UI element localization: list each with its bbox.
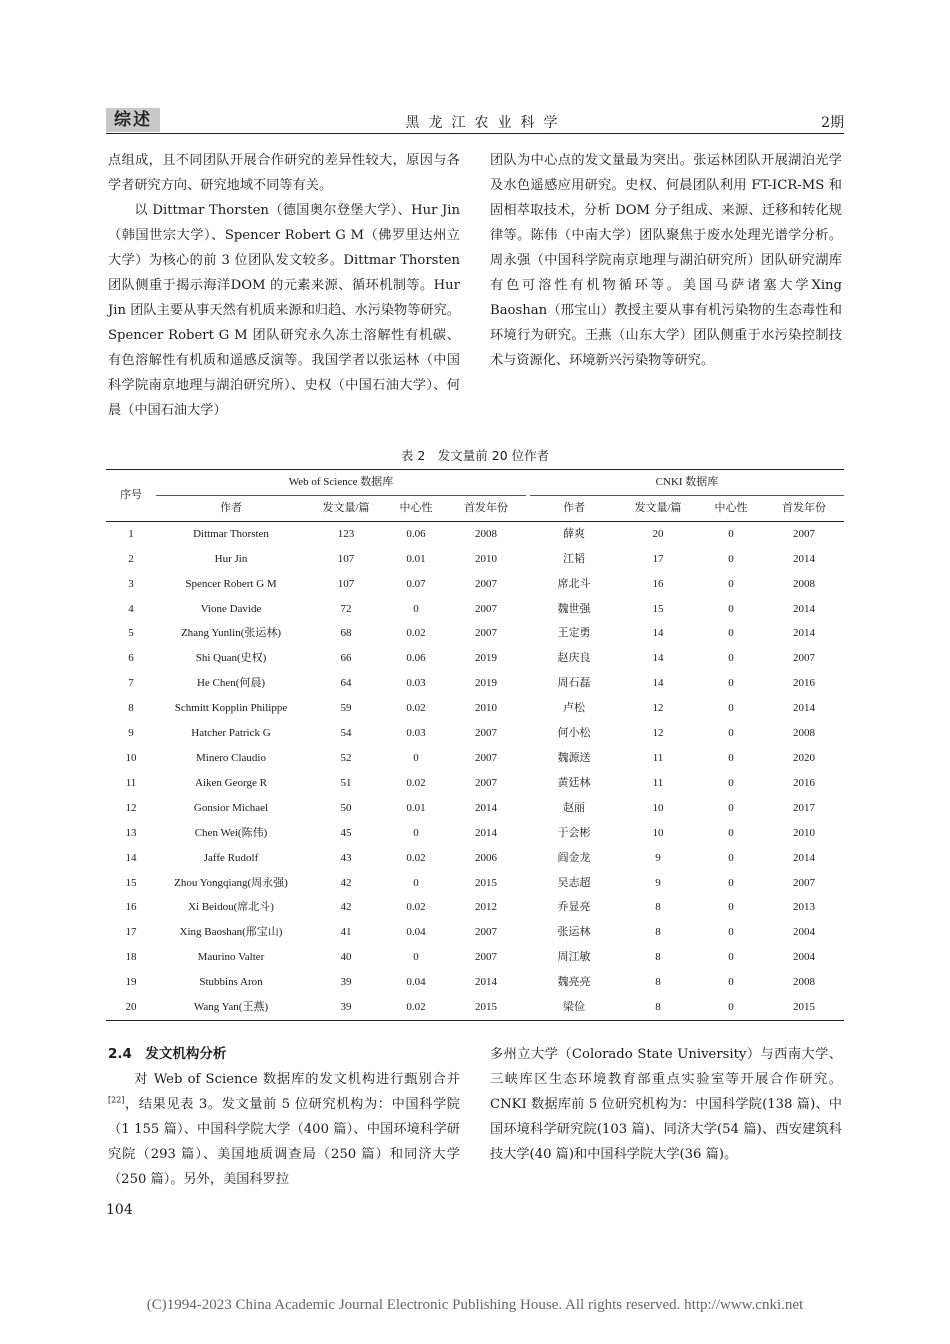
cnki-year-cell: 2016: [793, 776, 815, 789]
wos-author-cell: Spencer Robert G M: [185, 577, 277, 590]
wos-centrality-cell: 0: [413, 751, 419, 764]
row-index-cell: 13: [125, 826, 137, 839]
row-index-cell: 11: [125, 776, 137, 789]
wos-author-cell: Vione Davide: [200, 602, 262, 615]
wos-centrality-cell: 0.02: [406, 1001, 426, 1014]
wos-group-header: Web of Science 数据库: [156, 470, 526, 496]
wos-centrality-cell: 0.02: [406, 851, 426, 864]
wos-author-cell: Xing Baoshan(邢宝山): [179, 926, 283, 939]
cnki-year-cell: 2016: [793, 677, 815, 690]
cnki-author-cell: 江韬: [563, 552, 585, 565]
cnki-author-cell: 黄廷林: [557, 776, 591, 789]
table-row: [106, 846, 844, 871]
cnki-count-cell: 8: [655, 901, 661, 914]
wos-count-cell: 107: [337, 552, 355, 565]
wos-year-cell: 2007: [475, 776, 497, 789]
cnki-year-cell: 2008: [793, 577, 815, 590]
row-index-cell: 6: [128, 652, 134, 665]
cnki-centrality-cell: 0: [728, 876, 734, 889]
paragraph: [108, 1067, 460, 1192]
cnki-centrality-cell: 0: [728, 976, 734, 989]
wos-count-cell: 59: [340, 702, 352, 715]
cnki-count-cell: 8: [655, 1001, 661, 1014]
wos-year-cell: 2014: [475, 976, 497, 989]
cnki-year-cell: 2008: [793, 976, 815, 989]
cnki-count-cell: 10: [652, 801, 664, 814]
row-index-cell: 19: [125, 976, 137, 989]
wos-author-cell: Shi Quan(史权): [195, 652, 267, 665]
wos-centrality-cell: 0: [413, 602, 419, 615]
wos-author-cell: Schmitt Kopplin Philippe: [174, 702, 288, 715]
cnki-count-cell: 12: [652, 702, 664, 715]
wos-author-cell: Dittmar Thorsten: [193, 527, 269, 540]
section-tag: 综述: [106, 108, 160, 132]
wos-count-cell: 43: [340, 851, 352, 864]
cnki-author-cell: 席北斗: [557, 577, 591, 590]
cnki-count-cell: 14: [652, 652, 664, 665]
cnki-centrality-cell: 0: [728, 577, 734, 590]
row-index-cell: 17: [125, 926, 137, 939]
wos-centrality-cell: 0.02: [406, 702, 426, 715]
cnki-year-header: 首发年份: [782, 501, 826, 514]
wos-count-cell: 45: [340, 826, 352, 839]
cnki-year-cell: 2014: [793, 602, 815, 615]
cnki-count-cell: 11: [652, 751, 664, 764]
wos-year-cell: 2012: [475, 901, 497, 914]
wos-centrality-cell: 0.02: [406, 627, 426, 640]
cnki-author-cell: 赵庆良: [557, 652, 591, 665]
cnki-centrality-cell: 0: [728, 527, 734, 540]
cnki-year-cell: 2004: [793, 926, 815, 939]
left-column-top: [108, 148, 460, 423]
cnki-count-header: 发文量/篇: [634, 501, 682, 514]
table-row: [106, 796, 844, 821]
cnki-centrality-cell: 0: [728, 901, 734, 914]
cnki-centrality-cell: 0: [728, 751, 734, 764]
cnki-year-cell: 2017: [793, 801, 815, 814]
wos-year-cell: 2010: [475, 702, 497, 715]
wos-centrality-cell: 0: [413, 951, 419, 964]
wos-centrality-cell: 0.02: [406, 901, 426, 914]
wos-centrality-cell: 0.03: [406, 727, 426, 740]
wos-centrality-header: 中心性: [399, 501, 433, 514]
cnki-year-cell: 2007: [793, 652, 815, 665]
cnki-author-cell: 王定勇: [557, 627, 591, 640]
table-row: [106, 621, 844, 646]
wos-centrality-cell: 0.02: [406, 776, 426, 789]
cnki-centrality-cell: 0: [728, 702, 734, 715]
wos-author-cell: Hatcher Patrick G: [191, 727, 271, 740]
paragraph-text: 对 Web of Science 数据库的发文机构进行甄别合并: [134, 1072, 460, 1087]
wos-author-cell: Xi Beidou(席北斗): [188, 901, 274, 914]
wos-centrality-cell: 0.01: [406, 801, 426, 814]
cnki-author-cell: 周石磊: [557, 677, 591, 690]
row-index-cell: 4: [128, 602, 134, 615]
wos-count-cell: 52: [340, 751, 352, 764]
wos-year-cell: 2019: [475, 677, 497, 690]
col-index-header: 序号: [106, 470, 156, 522]
cnki-author-cell: 何小松: [557, 727, 591, 740]
table-row: [106, 597, 844, 622]
cnki-author-cell: 魏亮亮: [557, 976, 591, 989]
cnki-author-cell: 吴志超: [557, 876, 591, 889]
right-column-bottom: [490, 1042, 842, 1167]
wos-author-cell: Hur Jin: [214, 552, 248, 565]
wos-author-cell: Jaffe Rudolf: [203, 851, 259, 864]
table-row: [106, 895, 844, 920]
wos-year-cell: 2014: [475, 826, 497, 839]
table-caption: 表 2 发文量前 20 位作者: [400, 448, 550, 463]
row-index-cell: 7: [128, 677, 134, 690]
cnki-count-cell: 9: [655, 876, 661, 889]
table-row: [106, 970, 844, 995]
cnki-author-cell: 周江敏: [557, 951, 591, 964]
running-header: [106, 108, 844, 132]
cnki-centrality-cell: 0: [728, 652, 734, 665]
wos-count-cell: 54: [340, 727, 352, 740]
citation-ref: [22]: [108, 1095, 125, 1105]
cnki-centrality-cell: 0: [728, 951, 734, 964]
cnki-group-header: CNKI 数据库: [530, 470, 844, 496]
wos-count-cell: 66: [340, 652, 352, 665]
wos-author-header: 作者: [220, 501, 242, 514]
paragraph: 团队为中心点的发文量最为突出。张运林团队开展湖泊光学及水色遥感应用研究。史权、何晨团队利用 FT-ICR-MS 和固相萃取技术，分析 DOM 分子组成、来源、迁移和转化规律等。陈伟（中南大学）团队聚焦于废水处理光谱学分析。周永强（中国科学院南京地理与湖泊研究所）团队研究湖库有色可溶性有机物循环等。美国马萨诸塞大学Xing Baoshan（邢宝山）教授主要从事有机污染物的生态毒性和环境行为研究。王燕（山东大学）团队侧重于水污染控制技术与资源化、环境新兴污染物等研究。: [490, 153, 842, 368]
header-rule: [106, 133, 844, 134]
cnki-count-cell: 15: [652, 602, 664, 615]
row-index-cell: 12: [125, 801, 137, 814]
wos-year-cell: 2015: [475, 876, 497, 889]
cnki-count-cell: 11: [652, 776, 664, 789]
cnki-author-cell: 薛爽: [563, 527, 585, 540]
wos-author-cell: Minero Claudio: [196, 751, 266, 764]
cnki-author-header: 作者: [563, 501, 585, 514]
cnki-count-cell: 14: [652, 677, 664, 690]
wos-count-cell: 50: [340, 801, 352, 814]
cnki-author-cell: 阎金龙: [557, 851, 591, 864]
row-index-cell: 3: [128, 577, 134, 590]
wos-author-cell: Chen Wei(陈伟): [194, 826, 268, 839]
cnki-centrality-header: 中心性: [714, 501, 748, 514]
table-row: [106, 920, 844, 945]
cnki-author-cell: 乔显亮: [557, 901, 591, 914]
wos-author-cell: Aiken George R: [195, 776, 267, 789]
cnki-count-cell: 9: [655, 851, 661, 864]
paragraph-text: ，结果见表 3。发文量前 5 位研究机构为：中国科学院（1 155 篇）、中国科学院大学（400 篇）、中国环境科学研究院（293 篇）、美国地质调查局（250 篇）和同济大学（250 篇）。另外，美国科罗拉: [108, 1097, 460, 1187]
row-index-cell: 20: [125, 1001, 137, 1014]
wos-centrality-cell: 0.07: [406, 577, 426, 590]
cnki-centrality-cell: 0: [728, 851, 734, 864]
wos-year-cell: 2007: [475, 751, 497, 764]
table-row: [106, 646, 844, 671]
cnki-author-cell: 梁俭: [563, 1001, 585, 1014]
paragraph: 点组成，且不同团队开展合作研究的差异性较大，原因与各学者研究方向、研究地域不同等有关。: [108, 153, 460, 193]
table-row: [106, 945, 844, 970]
cnki-centrality-cell: 0: [728, 627, 734, 640]
cnki-count-cell: 14: [652, 627, 664, 640]
wos-author-cell: Zhang Yunlin(张运林): [180, 627, 282, 640]
cnki-year-cell: 2008: [793, 727, 815, 740]
wos-count-cell: 123: [337, 527, 355, 540]
table-row: [106, 871, 844, 896]
wos-year-cell: 2007: [475, 602, 497, 615]
wos-centrality-cell: 0.06: [406, 652, 426, 665]
wos-count-cell: 39: [340, 976, 352, 989]
cnki-year-cell: 2014: [793, 851, 815, 864]
wos-count-cell: 42: [340, 876, 352, 889]
row-index-cell: 14: [125, 851, 137, 864]
cnki-author-cell: 魏源送: [557, 751, 591, 764]
table-row: [106, 671, 844, 696]
wos-year-cell: 2007: [475, 627, 497, 640]
cnki-centrality-cell: 0: [728, 1001, 734, 1014]
wos-count-cell: 51: [340, 776, 352, 789]
wos-year-cell: 2007: [475, 577, 497, 590]
wos-centrality-cell: 0.03: [406, 677, 426, 690]
left-column-bottom: [108, 1042, 460, 1192]
cnki-count-cell: 20: [652, 527, 664, 540]
cnki-year-cell: 2014: [793, 552, 815, 565]
row-index-cell: 1: [128, 527, 134, 540]
wos-author-cell: Stubbins Aron: [199, 976, 263, 989]
cnki-count-cell: 10: [652, 826, 664, 839]
table-row: [106, 771, 844, 796]
table-row: [106, 521, 844, 546]
copyright-footer: (C)1994-2023 China Academic Journal Electronic Publishing House. All rights reserved. http://www.cnki.net: [146, 1297, 804, 1313]
cnki-author-cell: 卢松: [563, 702, 585, 715]
wos-year-cell: 2006: [475, 851, 497, 864]
cnki-count-cell: 8: [655, 926, 661, 939]
wos-author-cell: Zhou Yongqiang(周永强): [174, 876, 288, 889]
cnki-centrality-cell: 0: [728, 602, 734, 615]
wos-year-cell: 2010: [475, 552, 497, 565]
table-row: [106, 721, 844, 746]
paragraph: 多州立大学（Colorado State University）与西南大学、三峡库区生态环境教育部重点实验室等开展合作研究。CNKI 数据库前 5 位研究机构为：中国科学院(138 篇)、中国环境科学研究院(103 篇)、同济大学(54 篇)、西安建筑科技大学(40 篇)和中国科学院大学(36 篇)。: [490, 1047, 842, 1162]
wos-year-cell: 2014: [475, 801, 497, 814]
table-row: [106, 995, 844, 1020]
cnki-author-cell: 于会彬: [557, 826, 591, 839]
cnki-year-cell: 2007: [793, 876, 815, 889]
wos-count-cell: 72: [340, 602, 352, 615]
wos-year-cell: 2008: [475, 527, 497, 540]
cnki-count-cell: 8: [655, 976, 661, 989]
row-index-cell: 9: [128, 727, 134, 740]
cnki-author-cell: 魏世强: [557, 602, 591, 615]
cnki-count-cell: 17: [652, 552, 664, 565]
table-row: [106, 821, 844, 846]
row-index-cell: 10: [125, 751, 137, 764]
cnki-centrality-cell: 0: [728, 826, 734, 839]
wos-year-cell: 2019: [475, 652, 497, 665]
cnki-centrality-cell: 0: [728, 776, 734, 789]
wos-count-cell: 42: [340, 901, 352, 914]
wos-centrality-cell: 0.04: [406, 926, 426, 939]
cnki-author-cell: 张运林: [557, 926, 591, 939]
table-row: [106, 547, 844, 572]
issue-number: 2期: [821, 115, 844, 131]
right-column-top: [490, 148, 842, 373]
wos-centrality-cell: 0.04: [406, 976, 426, 989]
row-index-cell: 18: [125, 951, 137, 964]
cnki-count-cell: 8: [655, 951, 661, 964]
wos-count-cell: 40: [340, 951, 352, 964]
wos-author-cell: Wang Yan(王燕): [193, 1001, 269, 1014]
cnki-count-cell: 12: [652, 727, 664, 740]
wos-centrality-cell: 0.06: [406, 527, 426, 540]
cnki-year-cell: 2020: [793, 751, 815, 764]
page-number: 104: [106, 1202, 133, 1218]
cnki-count-cell: 16: [652, 577, 664, 590]
wos-count-cell: 64: [340, 677, 352, 690]
wos-count-header: 发文量/篇: [322, 501, 370, 514]
cnki-year-cell: 2004: [793, 951, 815, 964]
wos-year-cell: 2007: [475, 926, 497, 939]
row-index-cell: 15: [125, 876, 137, 889]
cnki-year-cell: 2014: [793, 702, 815, 715]
wos-year-cell: 2007: [475, 951, 497, 964]
wos-year-header: 首发年份: [464, 501, 508, 514]
cnki-centrality-cell: 0: [728, 926, 734, 939]
cnki-year-cell: 2014: [793, 627, 815, 640]
cnki-author-cell: 赵丽: [563, 801, 585, 814]
cnki-year-cell: 2013: [793, 901, 815, 914]
cnki-year-cell: 2007: [793, 527, 815, 540]
cnki-centrality-cell: 0: [728, 552, 734, 565]
wos-count-cell: 39: [340, 1001, 352, 1014]
row-index-cell: 16: [125, 901, 137, 914]
row-index-cell: 8: [128, 702, 134, 715]
table-row: [106, 696, 844, 721]
table-row: [106, 572, 844, 597]
cnki-centrality-cell: 0: [728, 677, 734, 690]
wos-count-cell: 107: [337, 577, 355, 590]
journal-title: 黑龙江农业科学: [405, 115, 567, 131]
wos-author-cell: He Chen(何晨): [196, 677, 266, 690]
wos-year-cell: 2015: [475, 1001, 497, 1014]
cnki-centrality-cell: 0: [728, 801, 734, 814]
authors-table: [106, 469, 844, 1021]
wos-year-cell: 2007: [475, 727, 497, 740]
row-index-cell: 2: [128, 552, 134, 565]
cnki-year-cell: 2010: [793, 826, 815, 839]
paragraph: 以 Dittmar Thorsten（德国奥尔登堡大学）、Hur Jin（韩国世宗大学）、Spencer Robert G M（佛罗里达州立大学）为核心的前 3 位团队发文较多。Dittmar Thorsten 团队侧重于揭示海洋DOM 的元素来源、循环机制等。Hur Jin 团队主要从事天然有机质来源和归趋、水污染物等研究。Spencer Robert G M 团队研究永久冻土溶解性有机碳、有色溶解性有机质和遥感反演等。我国学者以张运林（中国科学院南京地理与湖泊研究所）、史权（中国石油大学）、何晨（中国石油大学）: [108, 203, 460, 418]
row-index-cell: 5: [128, 627, 134, 640]
wos-author-cell: Maurino Valter: [197, 951, 265, 964]
wos-centrality-cell: 0.01: [406, 552, 426, 565]
wos-count-cell: 41: [340, 926, 352, 939]
wos-centrality-cell: 0: [413, 826, 419, 839]
section-heading: 2.4 发文机构分析: [108, 1046, 227, 1062]
cnki-year-cell: 2015: [793, 1001, 815, 1014]
table-row: [106, 746, 844, 771]
wos-author-cell: Gonsior Michael: [193, 801, 269, 814]
wos-centrality-cell: 0: [413, 876, 419, 889]
wos-count-cell: 68: [340, 627, 352, 640]
cnki-centrality-cell: 0: [728, 727, 734, 740]
